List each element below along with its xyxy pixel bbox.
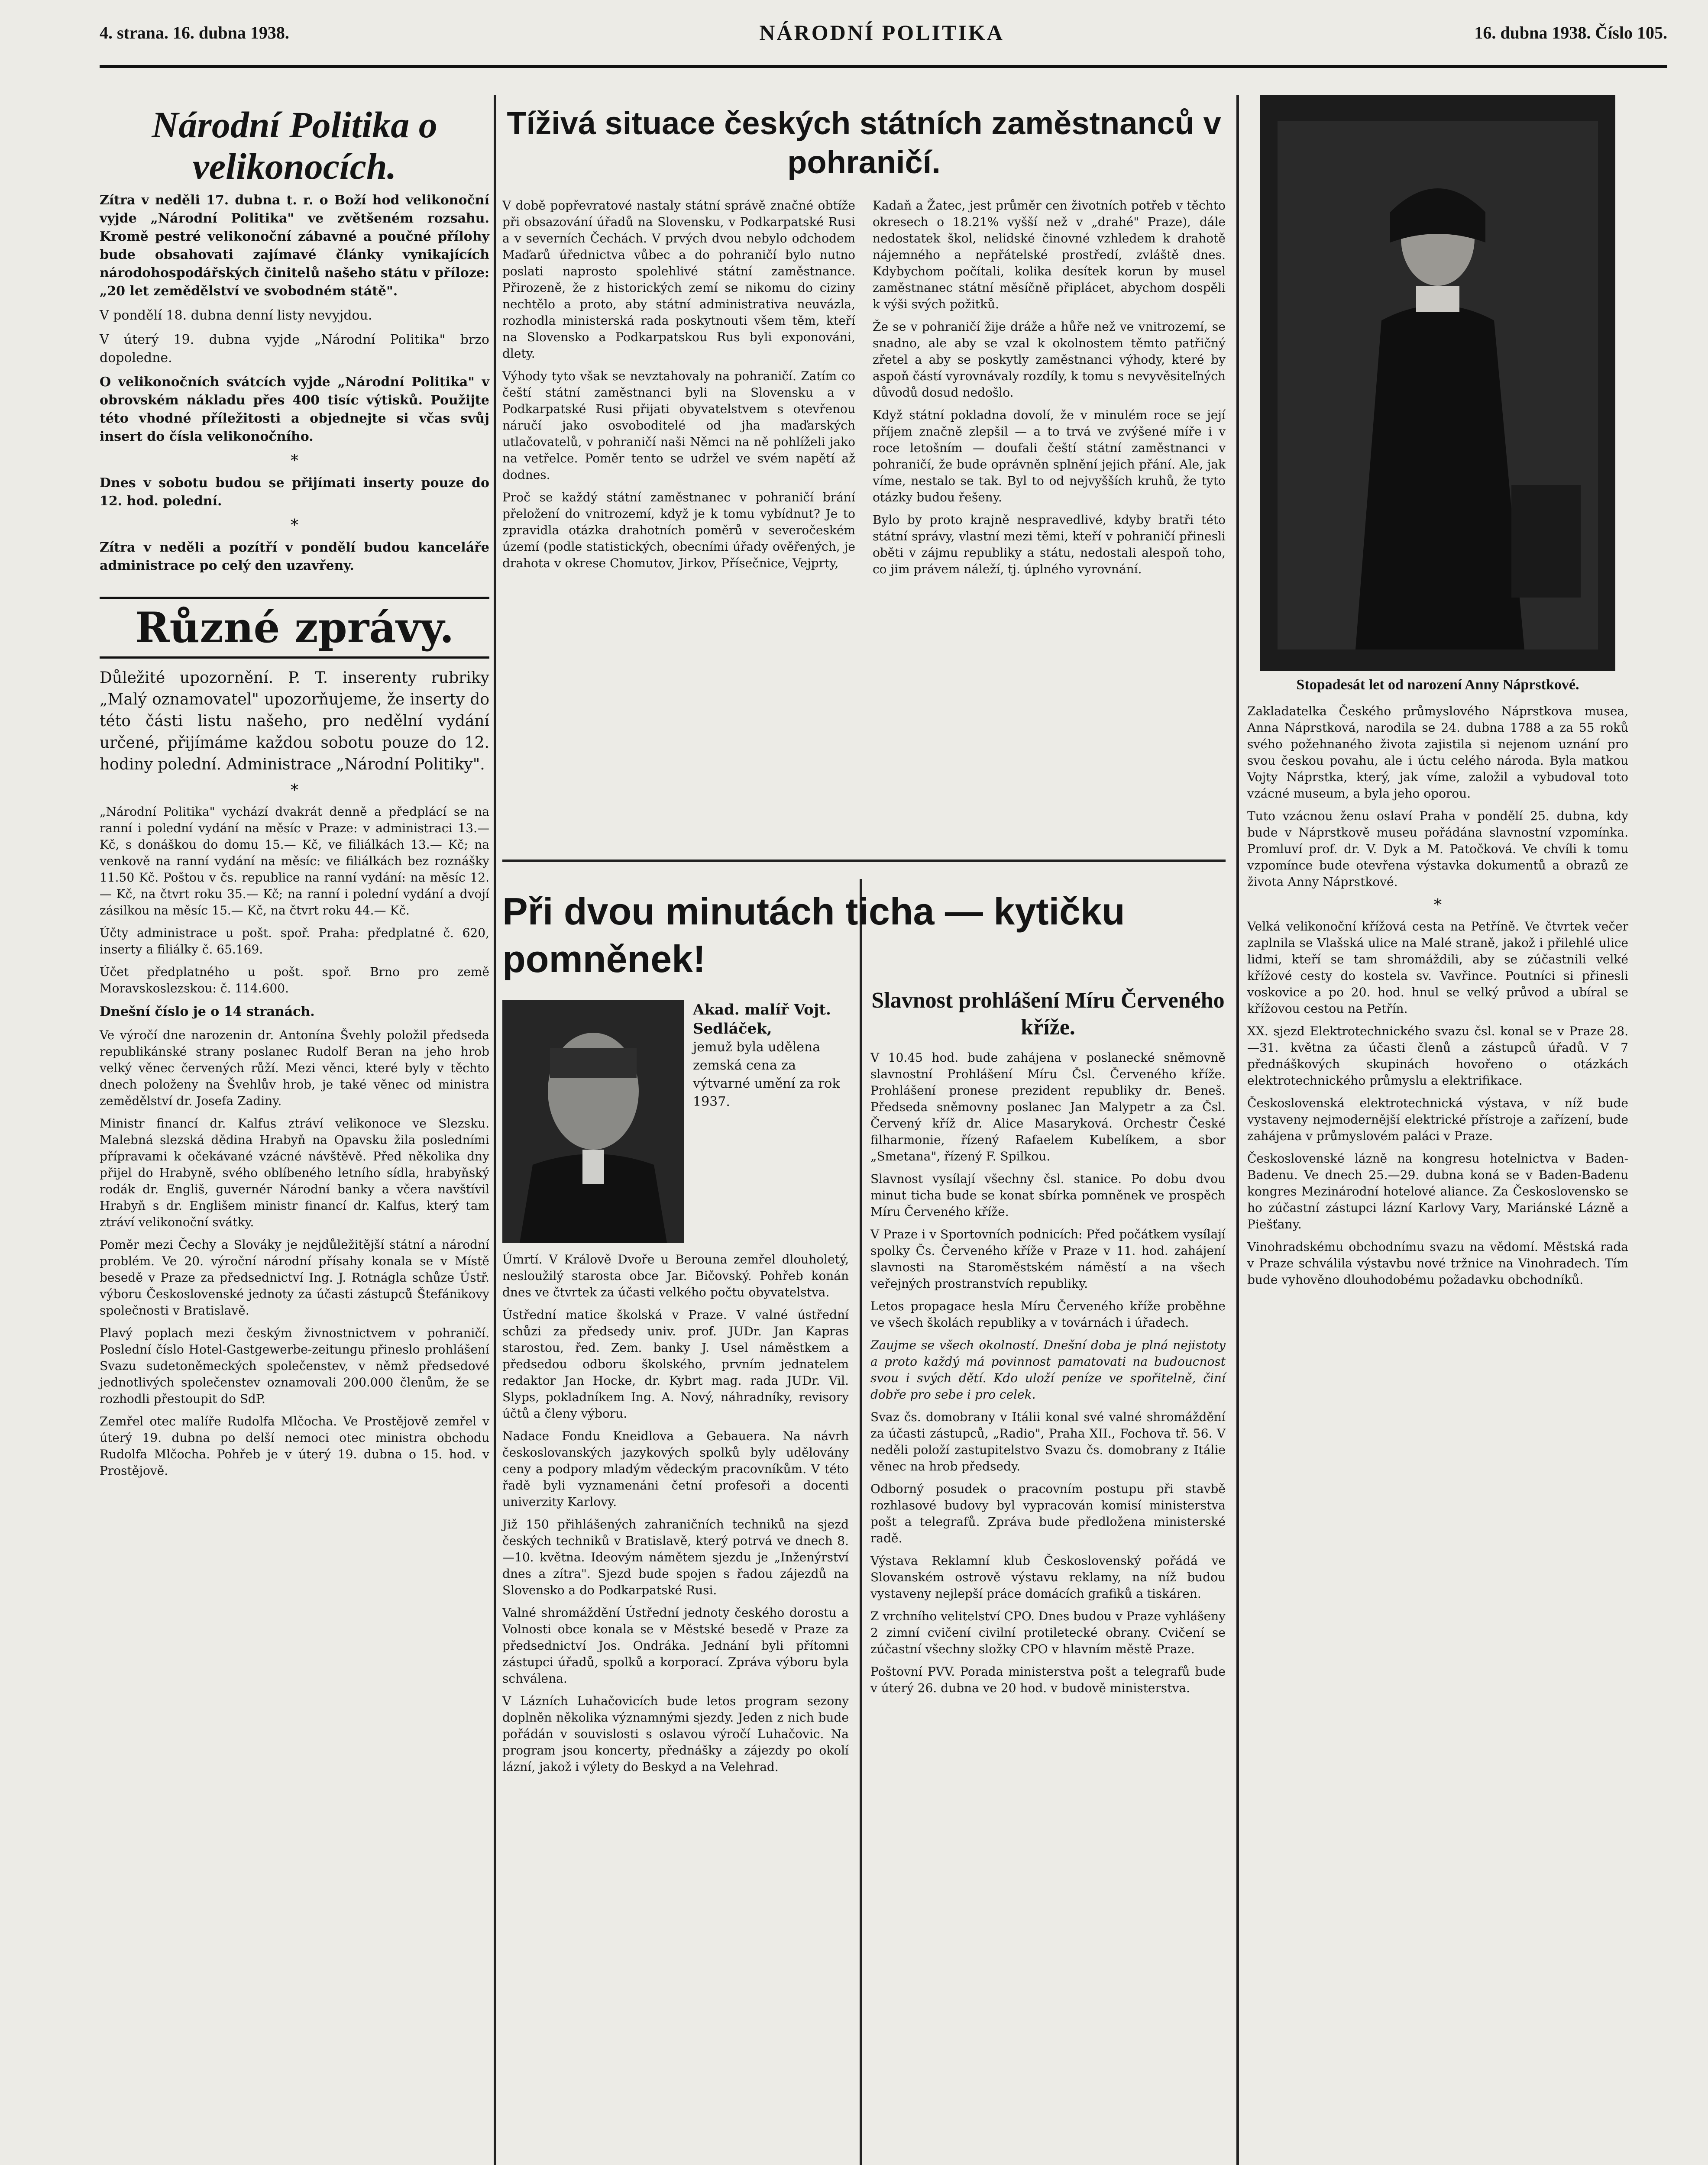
portrait-illustration	[1260, 95, 1615, 671]
paragraph: Valné shromáždění Ústřední jednoty českého dorostu a Volnosti obce konala se v Městské besedě v Praze za předsednictví Jos. Ondráka. Jednání byli přítomni zástupci úřadů, spolků a korporací. Zpráva výboru byla schválena.	[502, 1606, 849, 1686]
column-left	[100, 100, 489, 2165]
paragraph: V Lázních Luhačovicích bude letos program sezony doplněn několika významnými sjezdy. Jeden z nich bude pořádán v souvislosti s oslavou výročí Luhačovic. Na program jsou koncerty, přednášky a zájezdy po okolí lázní, jakož i výlety do Beskyd a na Velehrad.	[502, 1694, 849, 1774]
section-rule	[502, 860, 1226, 862]
paragraph: Účty administrace u pošt. spoř. Praha: předplatné č. 620, inserty a filiálky č. 65.169.	[100, 926, 489, 956]
paragraph: Poštovní PVV. Porada ministerstva pošt a telegrafů bude v úterý 26. dubna ve 20 hod. v budově ministerstva.	[870, 1664, 1226, 1695]
separator-star: *	[291, 782, 298, 799]
paragraph: Československá elektrotechnická výstava, v níž bude vystaveny nejmodernější elektrické přístroje a zařízení, bude zahájena v průmyslovém paláci v Praze.	[1247, 1096, 1628, 1143]
paragraph: Československé lázně na kongresu hotelnictva v Baden-Badenu. Ve dnech 25.—29. dubna koná se v Baden-Badenu kongres Mezinárodní hotelové aliance. Za Československo se ho zúčastní zástupci lázní Karlovy Vary, Mariánské Lázně a Piešťany.	[1247, 1151, 1628, 1231]
article-headline: Tíživá situace českých státních zaměstnanců v pohraničí.	[507, 105, 1221, 180]
paragraph: Zítra v neděli a pozítří v pondělí budou kanceláře administrace po celý den uzavřeny.	[100, 540, 489, 573]
paragraph: Kadaň a Žatec, jest průměr cen životních potřeb v těchto okresech o 18.21% vyšší než v „drahé" Praze), dále nedostatek škol, nelidské činovné vzhledem k drahotě nájemného a nepřátelské prostředí, zvláště dnes. Kdybychom počítali, kolika desítek korun by musel zaměstnanec státní měsíčně připlácet, abychom dospěli k výši svých požitků.	[873, 198, 1226, 311]
paragraph: Dnes v sobotu budou se přijímati inserty pouze do 12. hod. polední.	[100, 475, 489, 509]
red-cross-headline: Slavnost prohlášení Míru Červeného kříže.	[871, 988, 1225, 1040]
portrait-photo	[502, 1000, 684, 1243]
paragraph: Úmrtí. V Králově Dvoře u Berouna zemřel dlouholetý, nesloužilý starosta obce Jar. Bičovský. Pohřeb konán dnes ve čtvrtek za účasti velkého počtu obyvatelstva.	[502, 1252, 849, 1299]
paragraph: Vinohradskému obchodnímu svazu na vědomí. Městská rada v Praze schválila výstavbu nové tržnice na Vinohradech. Tím bude vyhověno dlouhodobému požadavku obchodníků.	[1247, 1240, 1628, 1287]
paragraph: Ministr financí dr. Kalfus ztráví velikonoce ve Slezsku. Malebná slezská dědina Hrabyň na Opavsku žila posledními přípravami k očekávané vzácné návštěvě. Před několika dny přijel do Hrabyně, svého oblíbeného letního sídla, hrabyňský rodák dr. Engliš, guvernér Národní banky a včera navštívil Hrabyň s dr. Englišem ministr financí dr. Kalfus, který tam ztráví velikonoční svátky.	[100, 1116, 489, 1229]
column-center-lower-right	[870, 979, 1226, 2165]
paragraph: Proč se každý státní zaměstnanec v pohraničí brání přeložení do vnitrozemí, když je k tomu vybídnut? Je to zpravidla otázka drahotních poměrů v severočeském území (podle statistických, obecními úřady ověřených, je drahota v okrese Chomutov, Jirkov, Přísečnice, Vejprty,	[502, 490, 855, 570]
paragraph: Velká velikonoční křížová cesta na Petříně. Ve čtvrtek večer zaplnila se Vlašská ulice na Malé straně, jakož i přilehlé ulice lidmi, kteří se tam shromáždili, aby se zúčastnili velké křížové cesty do kostela sv. Vavřince. Poutníci si přinesli voskovice a po 20. hod. hnul se velký průvod a ubíral se křížovou cestou na Petřín.	[1247, 919, 1628, 1016]
paragraph: Z vrchního velitelství CPO. Dnes budou v Praze vyhlášeny 2 zimní cvičení civilní protiletecké obrany. Cvičení se zúčastní všechny složky CPO v hlavním městě Praze.	[870, 1609, 1226, 1656]
paragraph: Ve výročí dne narozenin dr. Antonína Švehly položil předseda republikánské strany poslanec Rudolf Beran na jeho hrob velký věnec červených růží. Mezi věnci, které byly v těchto dnech položeny na Švehlův hrob, je také věnec od ministra zemědělství dr. Josefa Zadiny.	[100, 1028, 489, 1108]
separator-star: *	[291, 517, 298, 534]
column-rule	[1236, 95, 1239, 2165]
article-column	[502, 195, 855, 584]
masthead: NÁRODNÍ POLITIKA	[759, 20, 1004, 45]
paragraph: V pondělí 18. dubna denní listy nevyjdou.	[100, 308, 372, 323]
paragraph: Důležité upozornění. P. T. inserenty rubriky „Malý oznamovatel" upozorňujeme, že inserty do této části listu našeho, pro nedělní vydání určené, přijímáme každou sobotu pouze do 12. hodiny polední. Administrace „Národní Politiky".	[100, 669, 489, 773]
paragraph: Účet předplatného u pošt. spoř. Brno pro země Moravskoslezskou: č. 114.600.	[100, 965, 489, 995]
paragraph: Již 150 přihlášených zahraničních techniků na sjezd českých techniků v Bratislavě, který potrvá ve dnech 8.—10. května. Ideovým námětem sjezdu je „Inženýrství dnes a zítra". Sjezd bude spojen s řadou zájezdů na Slovensko a do Podkarpatské Rusi.	[502, 1517, 849, 1597]
header-left: 4. strana. 16. dubna 1938.	[100, 23, 289, 42]
portrait-illustration	[502, 1000, 684, 1243]
paragraph: „Národní Politika" vychází dvakrát denně a předplácí se na ranní i polední vydání na měsíc v Praze: v administraci 13.— Kč, s donáškou do domu 15.— Kč, ve filiálkách 13.— Kč; na venkově na ranní vydání na měsíc: ve filiálkách bez roznášky 11.50 Kč. Poštou v čs. republice na ranní vydání: na měsíc 12.— Kč, na čtvrt roku 35.— Kč; na ranní i polední vydání a dvojí zásilkou na měsíc 15.— Kč, na čtvrt roku 44.— Kč.	[100, 805, 489, 918]
two-minutes-silence-headline: Při dvou minutách ticha — kytičku pomněnek!	[502, 890, 1125, 980]
paragraph: XX. sjezd Elektrotechnického svazu čsl. konal se v Praze 28.—31. května za účasti členů a zástupců úřadů. V 7 přednáškových skupinách hovořeno o otázkách elektrotechnického průmyslu a elektrifikace.	[1247, 1024, 1628, 1088]
header-right: 16. dubna 1938. Číslo 105.	[1474, 23, 1667, 42]
article-body	[502, 195, 1226, 584]
paragraph: O velikonočních svátcích vyjde „Národní Politika" v obrovském nákladu přes 400 tisíc výtisků. Použijte této vhodné příležitosti a objednejte si včas svůj insert do čísla velikonočního.	[100, 375, 489, 444]
paragraph: Zemřel otec malíře Rudolfa Mlčocha. Ve Prostějově zemřel v úterý 19. dubna po delší nemoci otec ministra obchodu Rudolfa Mlčocha. Pohřeb je v úterý 19. dubna o 15. hod. v Prostějově.	[100, 1414, 489, 1478]
column-right	[1247, 87, 1628, 2165]
column-rule	[494, 95, 496, 2165]
paragraph: Zaujme se všech okolností. Dnešní doba je plná nejistoty a proto každý má povinnost pamatovati na budoucnost svou i svých dětí. Kdo uloží peníze ve spořitelně, činí dobře pro sebe i pro celek.	[870, 1338, 1226, 1402]
paragraph: Poměr mezi Čechy a Slováky je nejdůležitější státní a národní problém. Ve 20. výroční národní přísahy konala se v Místě besedě v Praze za předsednictví Ing. J. Rotnágla schůze Ústř. výboru Československé jednoty za účasti zástupců Štefánikovy společnosti v Bratislavě.	[100, 1238, 489, 1318]
article-column	[873, 195, 1226, 584]
separator-star: *	[291, 452, 298, 470]
paragraph: Bylo by proto krajně nespravedlivé, kdyby bratři této státní správy, vlastní mezi těmi, kteří v pohraničí přinesli oběti v zájmu republiky a státu, nedostali alespoň toho, co jim právem náleží, tj. úplného vyrovnání.	[873, 513, 1226, 576]
paragraph: Že se v pohraničí žije dráže a hůře než ve vnitrozemí, se snadno, ale aby se vzal k okolnostem těmto patřičný zřetel a aby se poskytly zaměstnanci výhody, které by aspoň částí vyrovnávaly rozdíly, k tomu s nevyvěsiteľných důvodů dosud nedošlo.	[873, 320, 1226, 400]
separator-star: *	[1434, 896, 1442, 914]
sedlacek-text: jemuž byla udělena zemská cena za výtvarné umění za rok 1937.	[693, 1040, 840, 1109]
paragraph: Výhody tyto však se nevztahovaly na pohraničí. Zatím co čeští státní zaměstnanci byli na Slovensku a v Podkarpatské Rusi přijati obyvatelstvem s otevřenou náručí jako osvoboditelé od jha maďarských utlačovatelů, v pohraničí naši Němci na ně pohlíželi jako na vetřelce. Poměr tento se udržel ve svém napětí až dodnes.	[502, 369, 855, 482]
paragraph: V době popřevratové nastaly státní správě značné obtíže při obsazování úřadů na Slovensku, v Podkarpatské Rusi a v severních Čechách. V prvých dvou nebylo odchodem Maďarů úřednictva vůbec a do pohraničí bylo nutno poslati naprosto spolehlivé státní zaměstnance. Přirozeně, že z historických zemí se nikomu do ciziny nechtělo a proto, aby státní administrativa neuvázla, rozhodla ministerská rada poskytnouti všem těm, kteří na Slovensko a Podkarpatskou Rus byli exponováni, dlety.	[502, 198, 855, 361]
paragraph: Výstava Reklamní klub Československý pořádá ve Slovanském ostrově výstavu reklamy, na níž budou vystaveny nejlepší práce domácích grafiků a tiskáren.	[870, 1554, 1226, 1601]
portrait-caption: Stopadesát let od narození Anny Náprstkové.	[1296, 677, 1579, 693]
paragraph: Zakladatelka Českého průmyslového Náprstkova musea, Anna Náprstková, narodila se 24. dubna 1788 a za 55 roků svého požehnaného života zajistila si nejenom uznání pro svou českou povahu, ale i úctu celého národa. Byla matkou Vojty Náprstka, který, jak víme, založil a vybudoval toto vzácné museum, a byla jeho oporou.	[1247, 704, 1628, 801]
paragraph: Ústřední matice školská v Praze. V valné ústřední schůzi za předsedy univ. prof. JUDr. Jan Kapras starostou, řed. Zem. banky J. Usel náměstkem a předsedou odboru školského, prvním jednatelem redaktor Jan Hocke, dr. Kybrt mag. rada JUDr. Vil. Slyps, pokladníkem Ing. A. Nový, náhradníky, revisory účtů a členy výboru.	[502, 1308, 849, 1421]
paragraph: Tuto vzácnou ženu oslaví Praha v pondělí 25. dubna, kdy bude v Náprstkově museu pořádána slavnostní vzpomínka. Promluví prof. dr. V. Dyk a M. Patočková. Ve chvíli k tomu vzpomínce bude otevřena výstavka dokumentů a obrazů ze života Anny Náprstkové.	[1247, 809, 1628, 889]
paragraph: Když státní pokladna dovolí, že v minulém roce se její příjem značně zlepšil — a to trvá ve zvýšené míře i v roce letošním — doufali čeští státní zaměstnanci v pohraničí, že bude oprávněn splnění jejich přání. Ale, jak víme, nestalo se tak. Byl to od nejvyšších kruhů, že tyto otázky budou řešeny.	[873, 408, 1226, 504]
sedlacek-caption	[693, 1000, 849, 1111]
sedlacek-name: Akad. malíř Vojt. Sedláček,	[693, 1001, 831, 1037]
anna-naprstkova-portrait	[1260, 95, 1615, 671]
various-news-title: Různé zprávy.	[100, 597, 489, 659]
sedlacek-box	[502, 1000, 849, 1243]
paragraph: V Praze i v Sportovních podnicích: Před počátkem vysílají spolky Čs. Červeného kříže v Praze v 11. hod. zahájení slavnosti na Staroměstském náměstí a na všech veřejných prostranstvích republiky.	[870, 1227, 1226, 1291]
paragraph: Svaz čs. domobrany v Itálii konal své valné shromáždění za účasti zástupců, „Radio", Praha XII., Fochova tř. 56. V neděli položí zastupitelstvo Svazu čs. domobrany z Itálie věnec na hrob předsedy.	[870, 1410, 1226, 1473]
paragraph: V 10.45 hod. bude zahájena v poslanecké sněmovně slavnostní Prohlášení Míru Čsl. Červeného kříže. Prohlášení pronese prezident republiky dr. Beneš. Předseda sněmovny poslanec Jan Malypetr a za Čsl. Červený kříž dr. Alice Masaryková. Orchestr České filharmonie, řízený Rafaelem Kubelíkem, a sbor „Smetana", řízený F. Spilkou.	[870, 1050, 1226, 1163]
paragraph: Nadace Fondu Kneidlova a Gebauera. Na návrh českoslovanských jazykových spolků byly udělovány ceny a podpory mladým vědeckým pracovníkům. V této řadě byli vyznamenáni četní profesoři a docenti univerzity Karlovy.	[502, 1429, 849, 1509]
paragraph: Plavý poplach mezi českým živnostnictvem v pohraničí. Poslední číslo Hotel-Gastgewerbe-zeitungu přineslo prohlášení Svazu sudetoněmeckých společenstev, v němž předsedové jednotlivých společenstev oznamovali 200.000 členům, že se rozhodli přestoupit do SdP.	[100, 1326, 489, 1406]
paragraph: Zítra v neděli 17. dubna t. r. o Boží hod velikonoční vyjde „Národní Politika" ve zvětšeném rozsahu. Kromě pestré velikonoční zábavné a poučné přílohy bude obsahovati zajímavé články vynikajících národohospodářských činitelů našeho státu v příloze: „20 let zemědělství ve svobodném státě".	[100, 193, 489, 299]
paragraph: V úterý 19. dubna vyjde „Národní Politika" brzo dopoledne.	[100, 332, 489, 365]
paragraph: Dnešní číslo je o 14 stranách.	[100, 1004, 315, 1019]
column-center-top	[502, 100, 1226, 857]
paragraph: Slavnost vysílají všechny čsl. stanice. Po dobu dvou minut ticha bude se konat sbírka pomněnek ve prospěch Míru Červeného kříže.	[870, 1172, 1226, 1219]
page-header	[100, 0, 1667, 68]
paragraph: Odborný posudek o pracovním postupu při stavbě rozhlasové budovy byl vypracován komisí ministerstva pošt a telegrafů. Zpráva bude předložena ministerské radě.	[870, 1482, 1226, 1545]
column-rule	[860, 879, 862, 2165]
paragraph: Letos propagace hesla Míru Červeného kříže proběhne ve všech školách republiky a v továrnách i úřadech.	[870, 1299, 1226, 1330]
national-politics-easter-title: Národní Politika o velikonocích.	[152, 104, 437, 187]
